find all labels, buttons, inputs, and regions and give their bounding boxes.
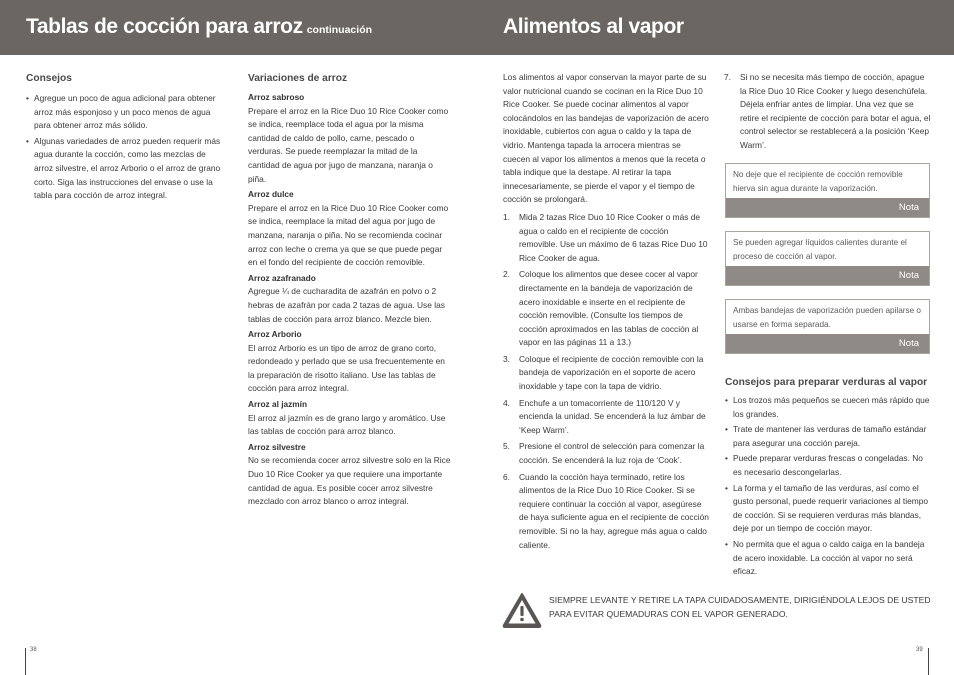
note-text: Ambas bandejas de vaporización pueden apilarse o usarse en forma separada. [733, 306, 921, 329]
step-item [503, 353, 709, 394]
note-text: Se pueden agregar líquidos calientes durante el proceso de cocción al vapor. [733, 238, 907, 261]
list-item: • No permita que el agua o caldo caiga en la bandeja de acero inoxidable. La cocción al vapor no será eficaz. [725, 538, 932, 579]
variation-text: Prepare el arroz en la Rice Duo 10 Rice Cooker como se indica, reemplace toda el agua por la misma cantidad de caldo de pollo, carne, pescado o verduras. Se puede reemplazar la mitad de la cantidad de agua por jugo de manzana, naranja o piña. [248, 105, 449, 184]
variation-text: No se recomienda cocer arroz silvestre solo en la Rice Duo 10 Rice Cooker ya que requiere una importante cantidad de agua. Es posible cocer arroz silvestre mezclado con arroz blanco o arroz integral. [248, 455, 451, 507]
vapor-intro: Los alimentos al vapor conservan la mayor parte de su valor nutricional cuando se cocinan en la Rice Duo 10 Rice Cooker. Se puede cocinar alimentos al vapor colocándolos en las bandejas de vaporización de acero inoxidable, cubiertos con agua o caldo y la tapa de vidrio. Mantenga tapada la arrocera mientras se cuecen al vapor los alimentos a menos que la receta o tabla indique que la destape. Al retirar la tapa innecesariamente, se pierde el vapor y el tiempo de cocción se prolongará. [503, 72, 709, 205]
left-margin-rule [25, 648, 26, 675]
steps-list-continued [724, 71, 932, 153]
step-item [503, 440, 709, 467]
title-suffix: continuación [306, 24, 373, 36]
step-text: Coloque los alimentos que desee cocer al vapor directamente en la bandeja de vaporización de acero inoxidable e inserte en el recipiente de cocción removible. (Consulte los tiempos de cocción aproximados en las tablas de cocción al vapor en las páginas 11 a 13.) [519, 269, 699, 348]
step-text: Coloque el recipiente de cocción removible con la bandeja de vaporización en el soporte de acero inoxidable y tape con la tapa de vidrio. [519, 353, 704, 392]
step-text: Si no se necesita más tiempo de cocción, apague la Rice Duo 10 Rice Cooker y luego desenchúfela. Déjela enfriar antes de limpiar. Una vez que se retire el recipiente de cocción para botar el agua, el control selector se restablecerá a la posición ‘Keep Warm’. [740, 72, 931, 150]
variation-text: Prepare el arroz en la Rice Duo 10 Rice Cooker como se indica, reemplace la mitad del agua por jugo de manzana, naranja o piña. No se recomienda cocinar arroz con leche o crema ya que se que puede pegar en el fondo del recipiente de cocción removible. [248, 202, 449, 268]
step-item [503, 397, 709, 438]
step-text: Cuando la cocción haya terminado, retire los alimentos de la Rice Duo 10 Rice Cooker. Si se requiere continuar la cocción al vapor, asegúrese de haya suficiente agua en el recipiente de cocción removible. Si no la hay, agregue más agua o caldo caliente. [519, 471, 709, 550]
step-item [503, 471, 709, 553]
right-page-title: Alimentos al vapor [503, 15, 684, 38]
warning-triangle-icon [502, 592, 542, 628]
variation-title: Arroz dulce [248, 189, 294, 200]
step-number: 4. [503, 397, 510, 408]
steps-list [503, 211, 709, 552]
variation-text: El arroz Arborio es un tipo de arroz de grano corto, redondeado y perlado que se usa frecuentemente en la preparación de risotto italiano. Use las tablas de cocción para arroz integral. [248, 342, 445, 394]
step-item [503, 268, 709, 350]
note-box [725, 299, 930, 354]
list-item: • Trate de mantener las verduras de tamaño estándar para asegurar una cocción pareja. [725, 423, 932, 450]
step-item [724, 71, 932, 153]
step-number: 7. [724, 72, 731, 82]
header-band [0, 0, 954, 55]
verduras-column [725, 376, 932, 581]
variaciones-heading: Variaciones de arroz [248, 73, 348, 84]
step-number: 3. [503, 353, 510, 364]
step-text: Enchufe a un tomacorriente de 110/120 V y encienda la unidad. Se encenderá la luz ámbar de ‘Keep Warm’. [519, 397, 706, 435]
note-box [725, 163, 930, 218]
list-item: • Los trozos más pequeños se cuecen más rápido que los grandes. [725, 394, 932, 421]
variation-text: El arroz al jazmín es de grano largo y aromático. Use las tablas de cocción para arroz blanco. [248, 412, 446, 437]
variation-text: Agregue ¼ de cucharadita de azafrán en polvo o 2 hebras de azafrán por cada 2 tazas de agua. Use las tablas de cocción para arroz blanco. Mezcle bien. [248, 286, 445, 324]
right-margin-rule [928, 648, 929, 675]
note-label: Nota [726, 334, 929, 353]
note-text: No deje que el recipiente de cocción removible hierva sin agua durante la vaporización. [733, 170, 903, 193]
list-item: • Puede preparar verduras frescas o congeladas. No es necesario descongelarlas. [725, 452, 932, 479]
step-item [503, 211, 709, 265]
variation-title: Arroz azafranado [248, 272, 316, 283]
step-number: 6. [503, 471, 510, 482]
list-item: • Agregue un poco de agua adicional para obtener arroz más esponjoso y un poco menos de agua para obtener arroz más sólido. [26, 92, 226, 133]
list-item: • La forma y el tamaño de las verduras, así como el gusto personal, puede requerir variaciones al tiempo de cocción. Si se requieren verduras más blandas, deje por un tiempo de cocción mayor. [725, 482, 932, 536]
vapor-column [503, 71, 709, 555]
left-page-title: Tablas de cocción para arroz continuación [26, 15, 373, 38]
note-box [725, 231, 930, 286]
verduras-list [725, 394, 932, 579]
consejos-heading: Consejos [26, 73, 72, 84]
variaciones-column [248, 72, 451, 511]
verduras-heading: Consejos para preparar verduras al vapor [725, 377, 928, 388]
page-number-left: 38 [30, 647, 37, 653]
note-label: Nota [726, 266, 929, 285]
step-number: 1. [503, 211, 510, 222]
variation-title: Arroz sabroso [248, 92, 305, 102]
vapor-column-continued [724, 71, 932, 156]
step-text: Presione el control de selección para comenzar la cocción. Se encenderá la luz roja de ‘Cook’. [519, 441, 705, 466]
step-number: 2. [503, 269, 510, 280]
warning-text: SIEMPRE LEVANTE Y RETIRE LA TAPA CUIDADOSAMENTE, DIRIGIÉNDOLA LEJOS DE USTED PARA EVITAR QUEMADURAS CON EL VAPOR GENERADO. [549, 595, 931, 619]
note-label: Nota [726, 198, 929, 217]
list-item: • Algunas variedades de arroz pueden requerir más agua durante la cocción, como las mezclas de arroz silvestre, el arroz Arborio o el arroz de grano corto. Siga las instrucciones del envase o use la tabla para cocción de arroz integral. [26, 135, 226, 203]
step-number: 5. [503, 441, 510, 452]
variation-title: Arroz Arborio [248, 329, 302, 340]
page-number-right: 39 [916, 647, 923, 653]
step-text: Mida 2 tazas Rice Duo 10 Rice Cooker o más de agua o caldo en el recipiente de cocción removible. Use un máximo de 6 tazas Rice Duo 10 Rice Cooker de agua. [519, 211, 708, 263]
consejos-list [26, 92, 226, 203]
variation-title: Arroz al jazmín [248, 399, 308, 410]
variation-title: Arroz silvestre [248, 441, 306, 452]
consejos-column [26, 72, 226, 205]
